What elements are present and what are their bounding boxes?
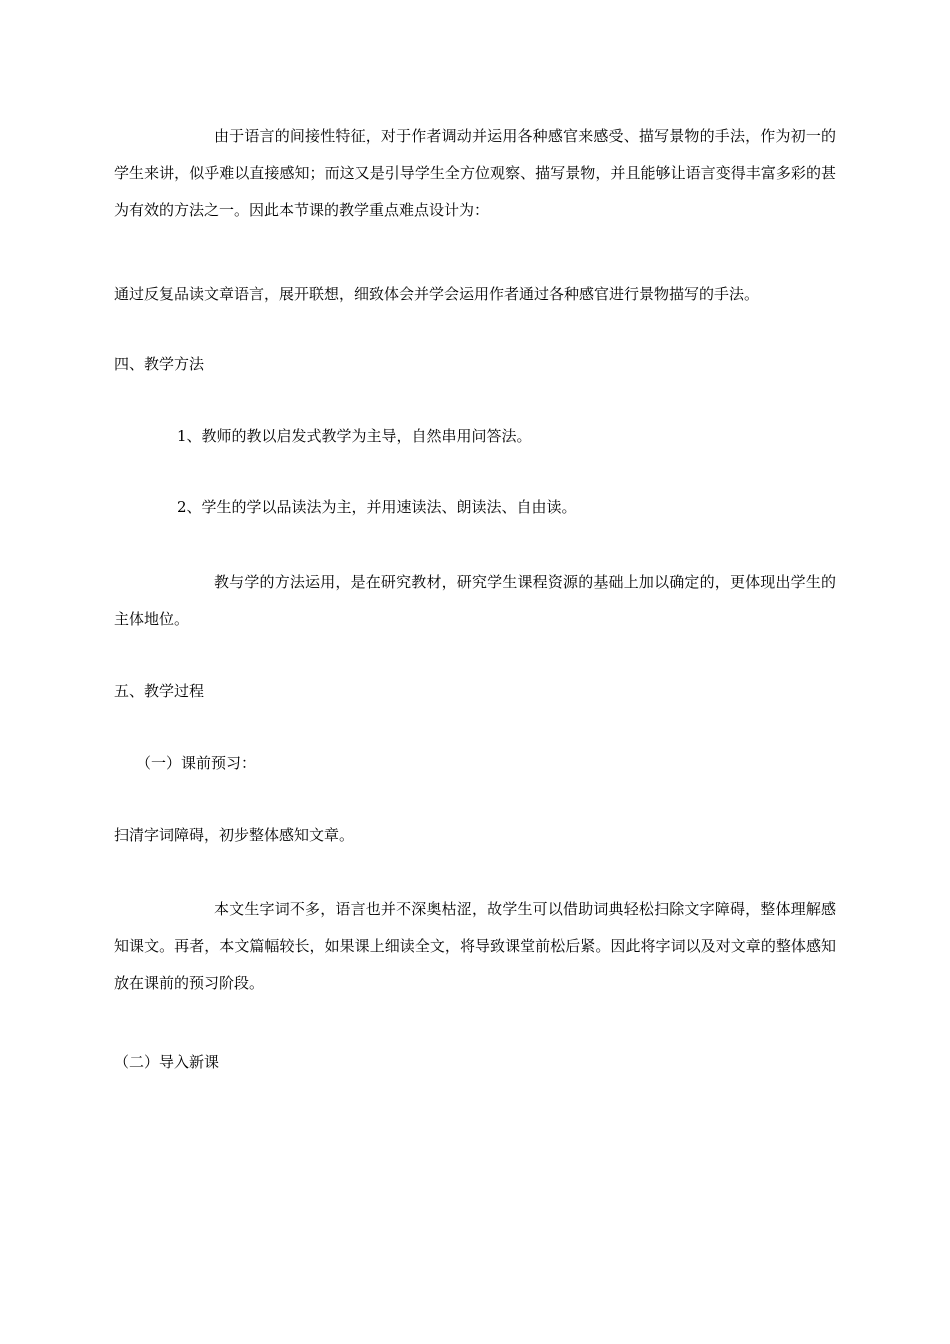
- section-heading-teaching-process: 五、教学过程: [114, 682, 205, 700]
- method-item-student: 2、学生的学以品读法为主，并用速读法、朗读法、自由读。: [177, 498, 577, 516]
- subsection-heading-preview: （一）课前预习：: [136, 754, 257, 772]
- paragraph-method-rationale: 教与学的方法运用，是在研究教材，研究学生课程资源的基础上加以确定的，更体现出学生的主体地位。: [114, 573, 836, 628]
- section-heading-teaching-methods: 四、教学方法: [114, 355, 205, 373]
- paragraph-key-difficulty-rationale: 由于语言的间接性特征，对于作者调动并运用各种感官来感受、描写景物的手法，作为初一的学生来讲，似乎难以直接感知；而这又是引导学生全方位观察、描写景物，并且能够让语言变得丰富多彩的甚为有效的方法之一。因此本节课的教学重点难点设计为：: [114, 127, 836, 219]
- subsection-heading-introduction: （二）导入新课: [114, 1053, 220, 1071]
- paragraph-preview-task: 扫清字词障碍，初步整体感知文章。: [114, 826, 355, 844]
- method-item-teacher: 1、教师的教以启发式教学为主导，自然串用问答法。: [177, 427, 532, 445]
- paragraph-preview-rationale: 本文生字词不多，语言也并不深奥枯涩，故学生可以借助词典轻松扫除文字障碍，整体理解感知课文。再者，本文篇幅较长，如果课上细读全文，将导致课堂前松后紧。因此将字词以及对文章的整体感知放在课前的预习阶段。: [114, 900, 836, 992]
- paragraph-key-difficulty-statement: 通过反复品读文章语言，展开联想，细致体会并学会运用作者通过各种感官进行景物描写的手法。: [114, 285, 760, 303]
